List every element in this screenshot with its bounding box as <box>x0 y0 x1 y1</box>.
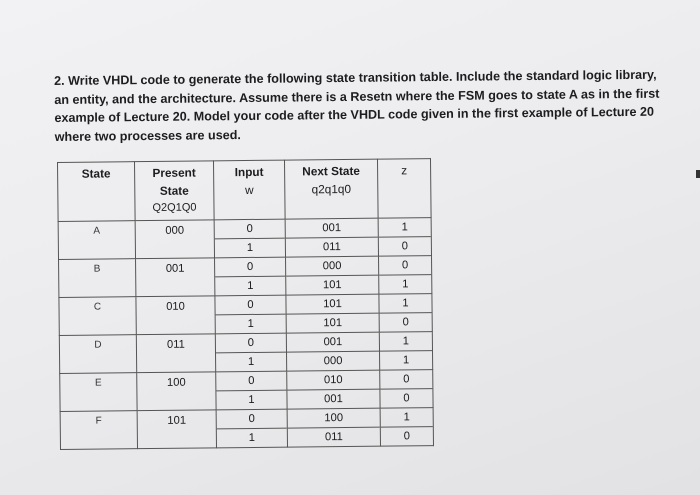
question-line: example of Lecture 20. Model your code after the VHDL code given in the first example of Lecture 20 <box>54 104 655 125</box>
z-value: 1 <box>379 218 431 238</box>
present-state-cell <box>136 258 215 297</box>
input-value: 1 <box>246 241 254 255</box>
next-state-value: 101 <box>322 279 342 292</box>
input-value: 1 <box>248 431 256 445</box>
input-cell <box>215 257 286 296</box>
question-line: 2. Write VHDL code to generate the following state transition table. Include the standard logic library, <box>54 67 657 88</box>
next-state-cell <box>285 218 378 257</box>
present-state-value: 101 <box>167 414 187 427</box>
input-value: 0 <box>216 334 286 354</box>
z-value: 1 <box>402 354 410 367</box>
input-value: 0 <box>217 410 287 430</box>
next-state-cell <box>286 294 379 333</box>
next-state-value: 101 <box>323 317 343 330</box>
state-label: E <box>94 377 102 389</box>
output-z-cell <box>378 218 431 257</box>
table-header-row <box>58 159 432 222</box>
next-state-cell <box>287 408 380 447</box>
input-value: 1 <box>247 279 254 293</box>
header-state: State <box>58 162 136 222</box>
table-row <box>60 408 433 450</box>
output-z-cell <box>380 370 433 409</box>
present-state-cell <box>137 410 216 449</box>
input-value: 1 <box>248 393 255 407</box>
input-cell <box>214 219 285 258</box>
next-state-cell <box>287 370 380 409</box>
header-present-state: Present State Q2Q1Q0 <box>135 161 215 221</box>
present-state-value: 011 <box>166 338 185 351</box>
state-cell <box>60 373 137 412</box>
question-line: where two processes are used. <box>54 127 241 144</box>
output-z-cell <box>379 256 432 295</box>
output-z-cell <box>379 294 432 333</box>
question-line: an entity, and the architecture. Assume there is a Resetn where the FSM goes to state A as in the first <box>54 86 660 107</box>
next-state-value: 001 <box>324 393 343 406</box>
state-cell <box>59 297 136 336</box>
present-state-value: 010 <box>166 300 185 313</box>
z-value: 1 <box>402 278 409 291</box>
input-value: 1 <box>247 317 254 331</box>
state-label: D <box>94 339 102 351</box>
present-state-value: 000 <box>165 224 185 237</box>
table-row <box>59 256 432 298</box>
table-row <box>60 370 433 412</box>
z-value: 1 <box>379 294 431 314</box>
table-row <box>59 294 432 336</box>
present-state-cell <box>136 334 215 373</box>
present-state-cell <box>136 296 215 335</box>
edge-mark <box>696 170 700 178</box>
z-value: 0 <box>403 430 411 443</box>
state-label: B <box>93 263 101 275</box>
next-state-value: 101 <box>286 295 378 315</box>
output-z-cell <box>380 408 433 447</box>
present-state-value: 001 <box>165 262 185 275</box>
state-cell <box>59 259 136 298</box>
next-state-value: 100 <box>288 409 380 429</box>
present-state-cell <box>137 372 216 411</box>
next-state-value: 000 <box>323 355 343 368</box>
next-state-value: 000 <box>286 257 378 277</box>
state-cell <box>59 335 136 374</box>
present-state-value: 100 <box>166 376 186 389</box>
header-next-state: Next State q2q1q0 <box>284 159 378 219</box>
present-state-cell <box>135 220 214 259</box>
state-transition-table <box>57 158 434 450</box>
input-cell <box>215 333 286 372</box>
table-row <box>58 218 431 260</box>
question-text <box>54 65 685 146</box>
z-value: 0 <box>379 256 431 276</box>
next-state-value: 001 <box>287 333 379 353</box>
input-value: 1 <box>247 355 255 369</box>
z-value: 0 <box>380 370 432 390</box>
input-cell <box>216 371 287 410</box>
state-cell <box>60 411 137 450</box>
state-cell <box>58 221 135 260</box>
input-cell <box>215 295 286 334</box>
header-z: z <box>377 159 431 219</box>
input-cell <box>216 409 287 448</box>
state-label: A <box>93 225 101 237</box>
output-z-cell <box>379 332 432 371</box>
input-value: 0 <box>215 296 285 316</box>
input-value: 0 <box>216 372 286 392</box>
z-value: 0 <box>403 392 410 405</box>
next-state-cell <box>286 256 379 295</box>
next-state-value: 011 <box>324 431 343 444</box>
state-label: F <box>95 415 102 427</box>
z-value: 0 <box>401 240 409 253</box>
input-value: 0 <box>215 258 285 278</box>
next-state-cell <box>286 332 379 371</box>
next-state-value: 011 <box>322 241 341 254</box>
state-label: C <box>93 301 102 313</box>
header-input: Input w <box>213 160 285 220</box>
input-value: 0 <box>215 220 285 240</box>
next-state-value: 010 <box>287 371 379 391</box>
z-value: 0 <box>402 316 409 329</box>
table-row <box>59 332 432 374</box>
z-value: 1 <box>380 332 432 352</box>
z-value: 1 <box>381 408 433 428</box>
next-state-value: 001 <box>286 219 378 239</box>
